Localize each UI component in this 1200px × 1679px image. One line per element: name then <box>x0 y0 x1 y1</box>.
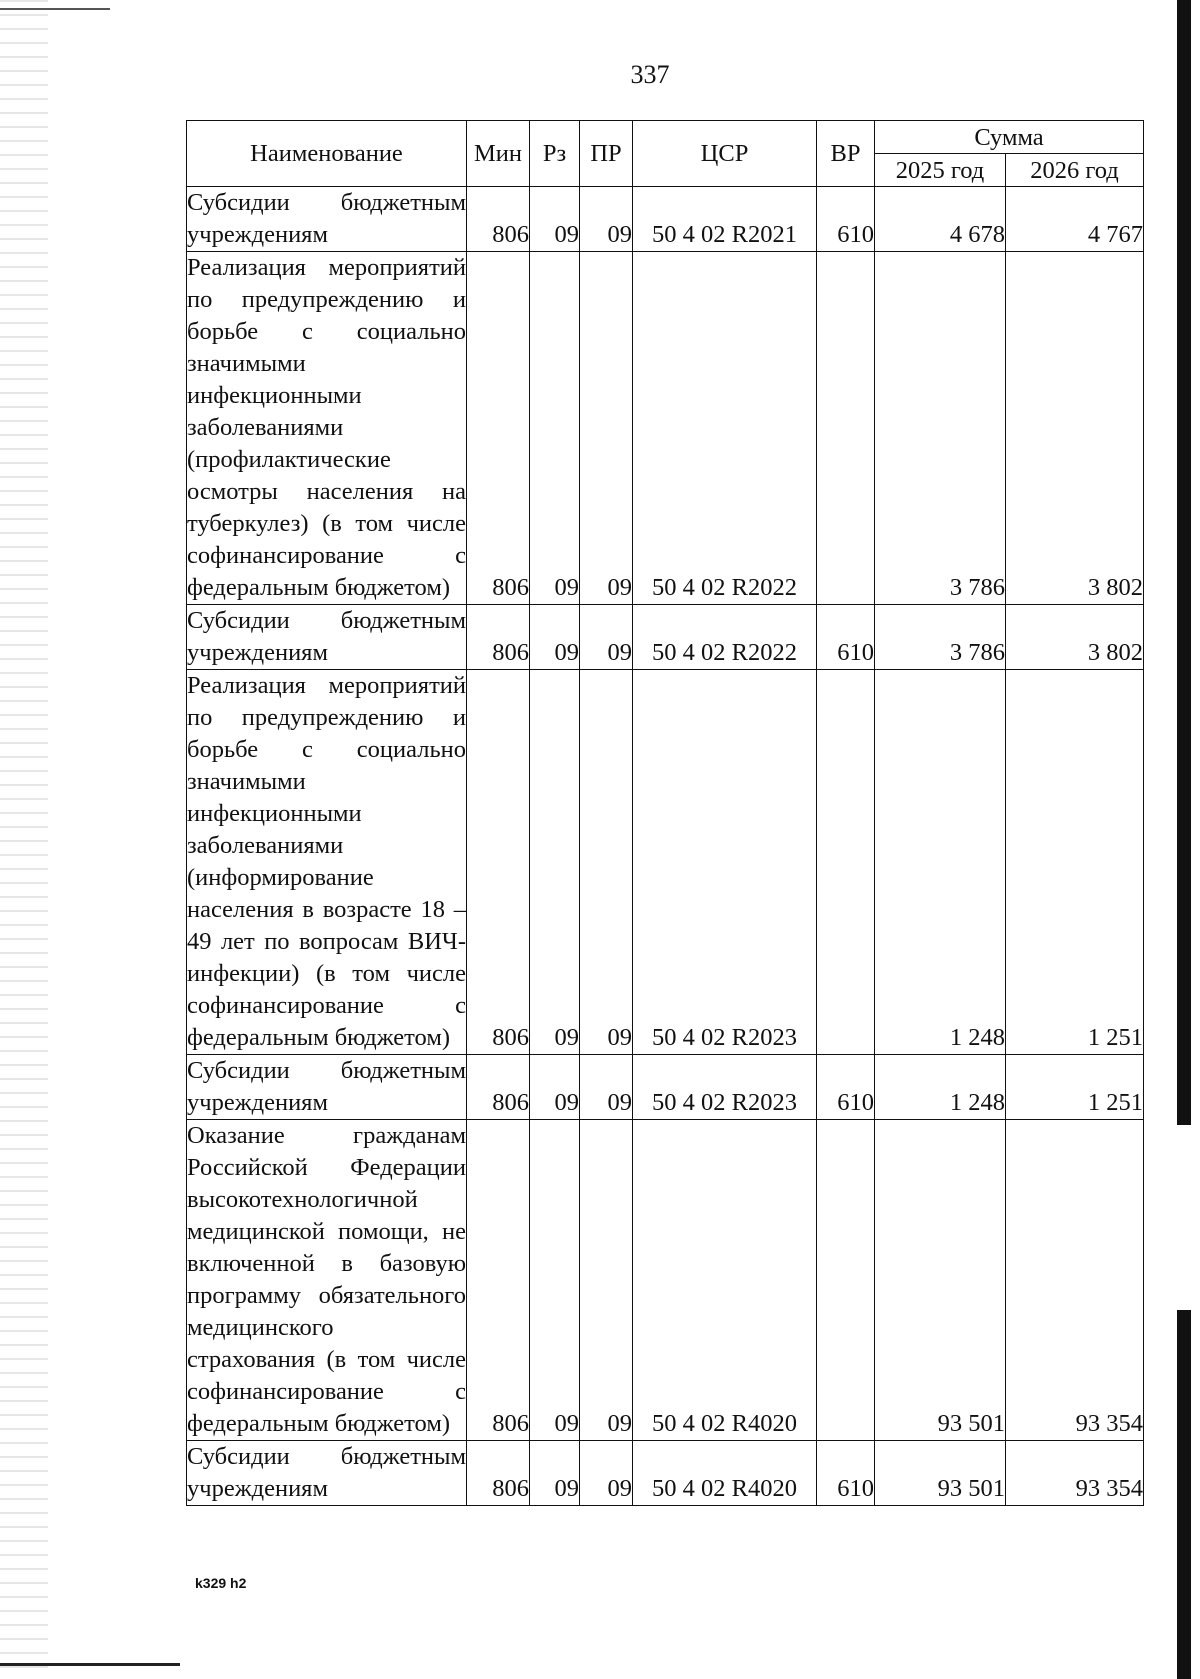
row-vr: 610 <box>817 1055 875 1120</box>
row-rz: 09 <box>530 605 580 670</box>
header-year-2025: 2025 год <box>875 154 1006 187</box>
row-pr: 09 <box>580 670 633 1055</box>
row-pr: 09 <box>580 1441 633 1506</box>
row-rz: 09 <box>530 1441 580 1506</box>
row-rz: 09 <box>530 252 580 605</box>
row-vr <box>817 252 875 605</box>
row-pr: 09 <box>580 252 633 605</box>
table-row <box>187 252 1144 605</box>
row-csr: 50 4 02 R2022 <box>633 605 817 670</box>
budget-table <box>186 120 1144 1506</box>
row-sum-2026: 1 251 <box>1006 670 1144 1055</box>
row-name: Субсидии бюджетным учреждениям <box>187 187 467 252</box>
row-csr: 50 4 02 R2021 <box>633 187 817 252</box>
row-sum-2026: 1 251 <box>1006 1055 1144 1120</box>
row-sum-2025: 3 786 <box>875 252 1006 605</box>
row-sum-2025: 93 501 <box>875 1441 1006 1506</box>
header-sum: Сумма <box>875 121 1144 154</box>
row-sum-2025: 1 248 <box>875 1055 1006 1120</box>
header-pr: ПР <box>580 121 633 187</box>
table-row <box>187 670 1144 1055</box>
scan-edge-right-gap <box>1177 1125 1191 1310</box>
table-row <box>187 1120 1144 1441</box>
table-row <box>187 1441 1144 1506</box>
header-csr: ЦСР <box>633 121 817 187</box>
row-min: 806 <box>467 605 530 670</box>
row-csr: 50 4 02 R2023 <box>633 1055 817 1120</box>
row-sum-2026: 93 354 <box>1006 1441 1144 1506</box>
row-csr: 50 4 02 R4020 <box>633 1120 817 1441</box>
row-name: Субсидии бюджетным учреждениям <box>187 1055 467 1120</box>
row-min: 806 <box>467 1441 530 1506</box>
scan-edge-right-bar <box>1177 0 1191 1679</box>
row-vr <box>817 1120 875 1441</box>
row-csr: 50 4 02 R2023 <box>633 670 817 1055</box>
table-row <box>187 187 1144 252</box>
row-rz: 09 <box>530 187 580 252</box>
header-vr: ВР <box>817 121 875 187</box>
row-vr: 610 <box>817 605 875 670</box>
row-vr <box>817 670 875 1055</box>
header-year-2026: 2026 год <box>1006 154 1144 187</box>
row-sum-2026: 3 802 <box>1006 605 1144 670</box>
row-min: 806 <box>467 1055 530 1120</box>
row-csr: 50 4 02 R2022 <box>633 252 817 605</box>
row-pr: 09 <box>580 1120 633 1441</box>
row-pr: 09 <box>580 187 633 252</box>
row-pr: 09 <box>580 1055 633 1120</box>
row-sum-2026: 4 767 <box>1006 187 1144 252</box>
row-vr: 610 <box>817 1441 875 1506</box>
row-rz: 09 <box>530 1055 580 1120</box>
header-min: Мин <box>467 121 530 187</box>
row-sum-2025: 1 248 <box>875 670 1006 1055</box>
row-sum-2025: 4 678 <box>875 187 1006 252</box>
header-name: Наименование <box>187 121 467 187</box>
row-sum-2026: 93 354 <box>1006 1120 1144 1441</box>
row-name: Реализация мероприятий по предупреждению и борьбе с социально значимыми инфекционными заболеваниями (информирование населения в возрасте 18 – 49 лет по вопросам ВИЧ-инфекции) (в том числе софинансирование с федеральным бюджетом) <box>187 670 467 1055</box>
table-row <box>187 605 1144 670</box>
row-sum-2025: 3 786 <box>875 605 1006 670</box>
row-csr: 50 4 02 R4020 <box>633 1441 817 1506</box>
row-name: Реализация мероприятий по предупреждению и борьбе с социально значимыми инфекционными заболеваниями (профилактические осмотры населения на туберкулез) (в том числе софинансирование с федеральным бюджетом) <box>187 252 467 605</box>
footer-code: k329 h2 <box>195 1575 247 1591</box>
scan-edge-line-bottom <box>0 1663 180 1666</box>
scan-edge-line-top <box>0 8 110 10</box>
row-min: 806 <box>467 670 530 1055</box>
row-pr: 09 <box>580 605 633 670</box>
scan-noise-left-edge <box>0 0 48 1679</box>
row-rz: 09 <box>530 670 580 1055</box>
row-name: Субсидии бюджетным учреждениям <box>187 1441 467 1506</box>
page-number: 337 <box>630 60 670 89</box>
row-sum-2026: 3 802 <box>1006 252 1144 605</box>
table-row <box>187 1055 1144 1120</box>
row-rz: 09 <box>530 1120 580 1441</box>
row-sum-2025: 93 501 <box>875 1120 1006 1441</box>
row-min: 806 <box>467 187 530 252</box>
row-name: Оказание гражданам Российской Федерации высокотехнологичной медицинской помощи, не включенной в базовую программу обязательного медицинского страхования (в том числе софинансирование с федеральным бюджетом) <box>187 1120 467 1441</box>
row-min: 806 <box>467 1120 530 1441</box>
header-rz: Рз <box>530 121 580 187</box>
row-vr: 610 <box>817 187 875 252</box>
row-min: 806 <box>467 252 530 605</box>
row-name: Субсидии бюджетным учреждениям <box>187 605 467 670</box>
